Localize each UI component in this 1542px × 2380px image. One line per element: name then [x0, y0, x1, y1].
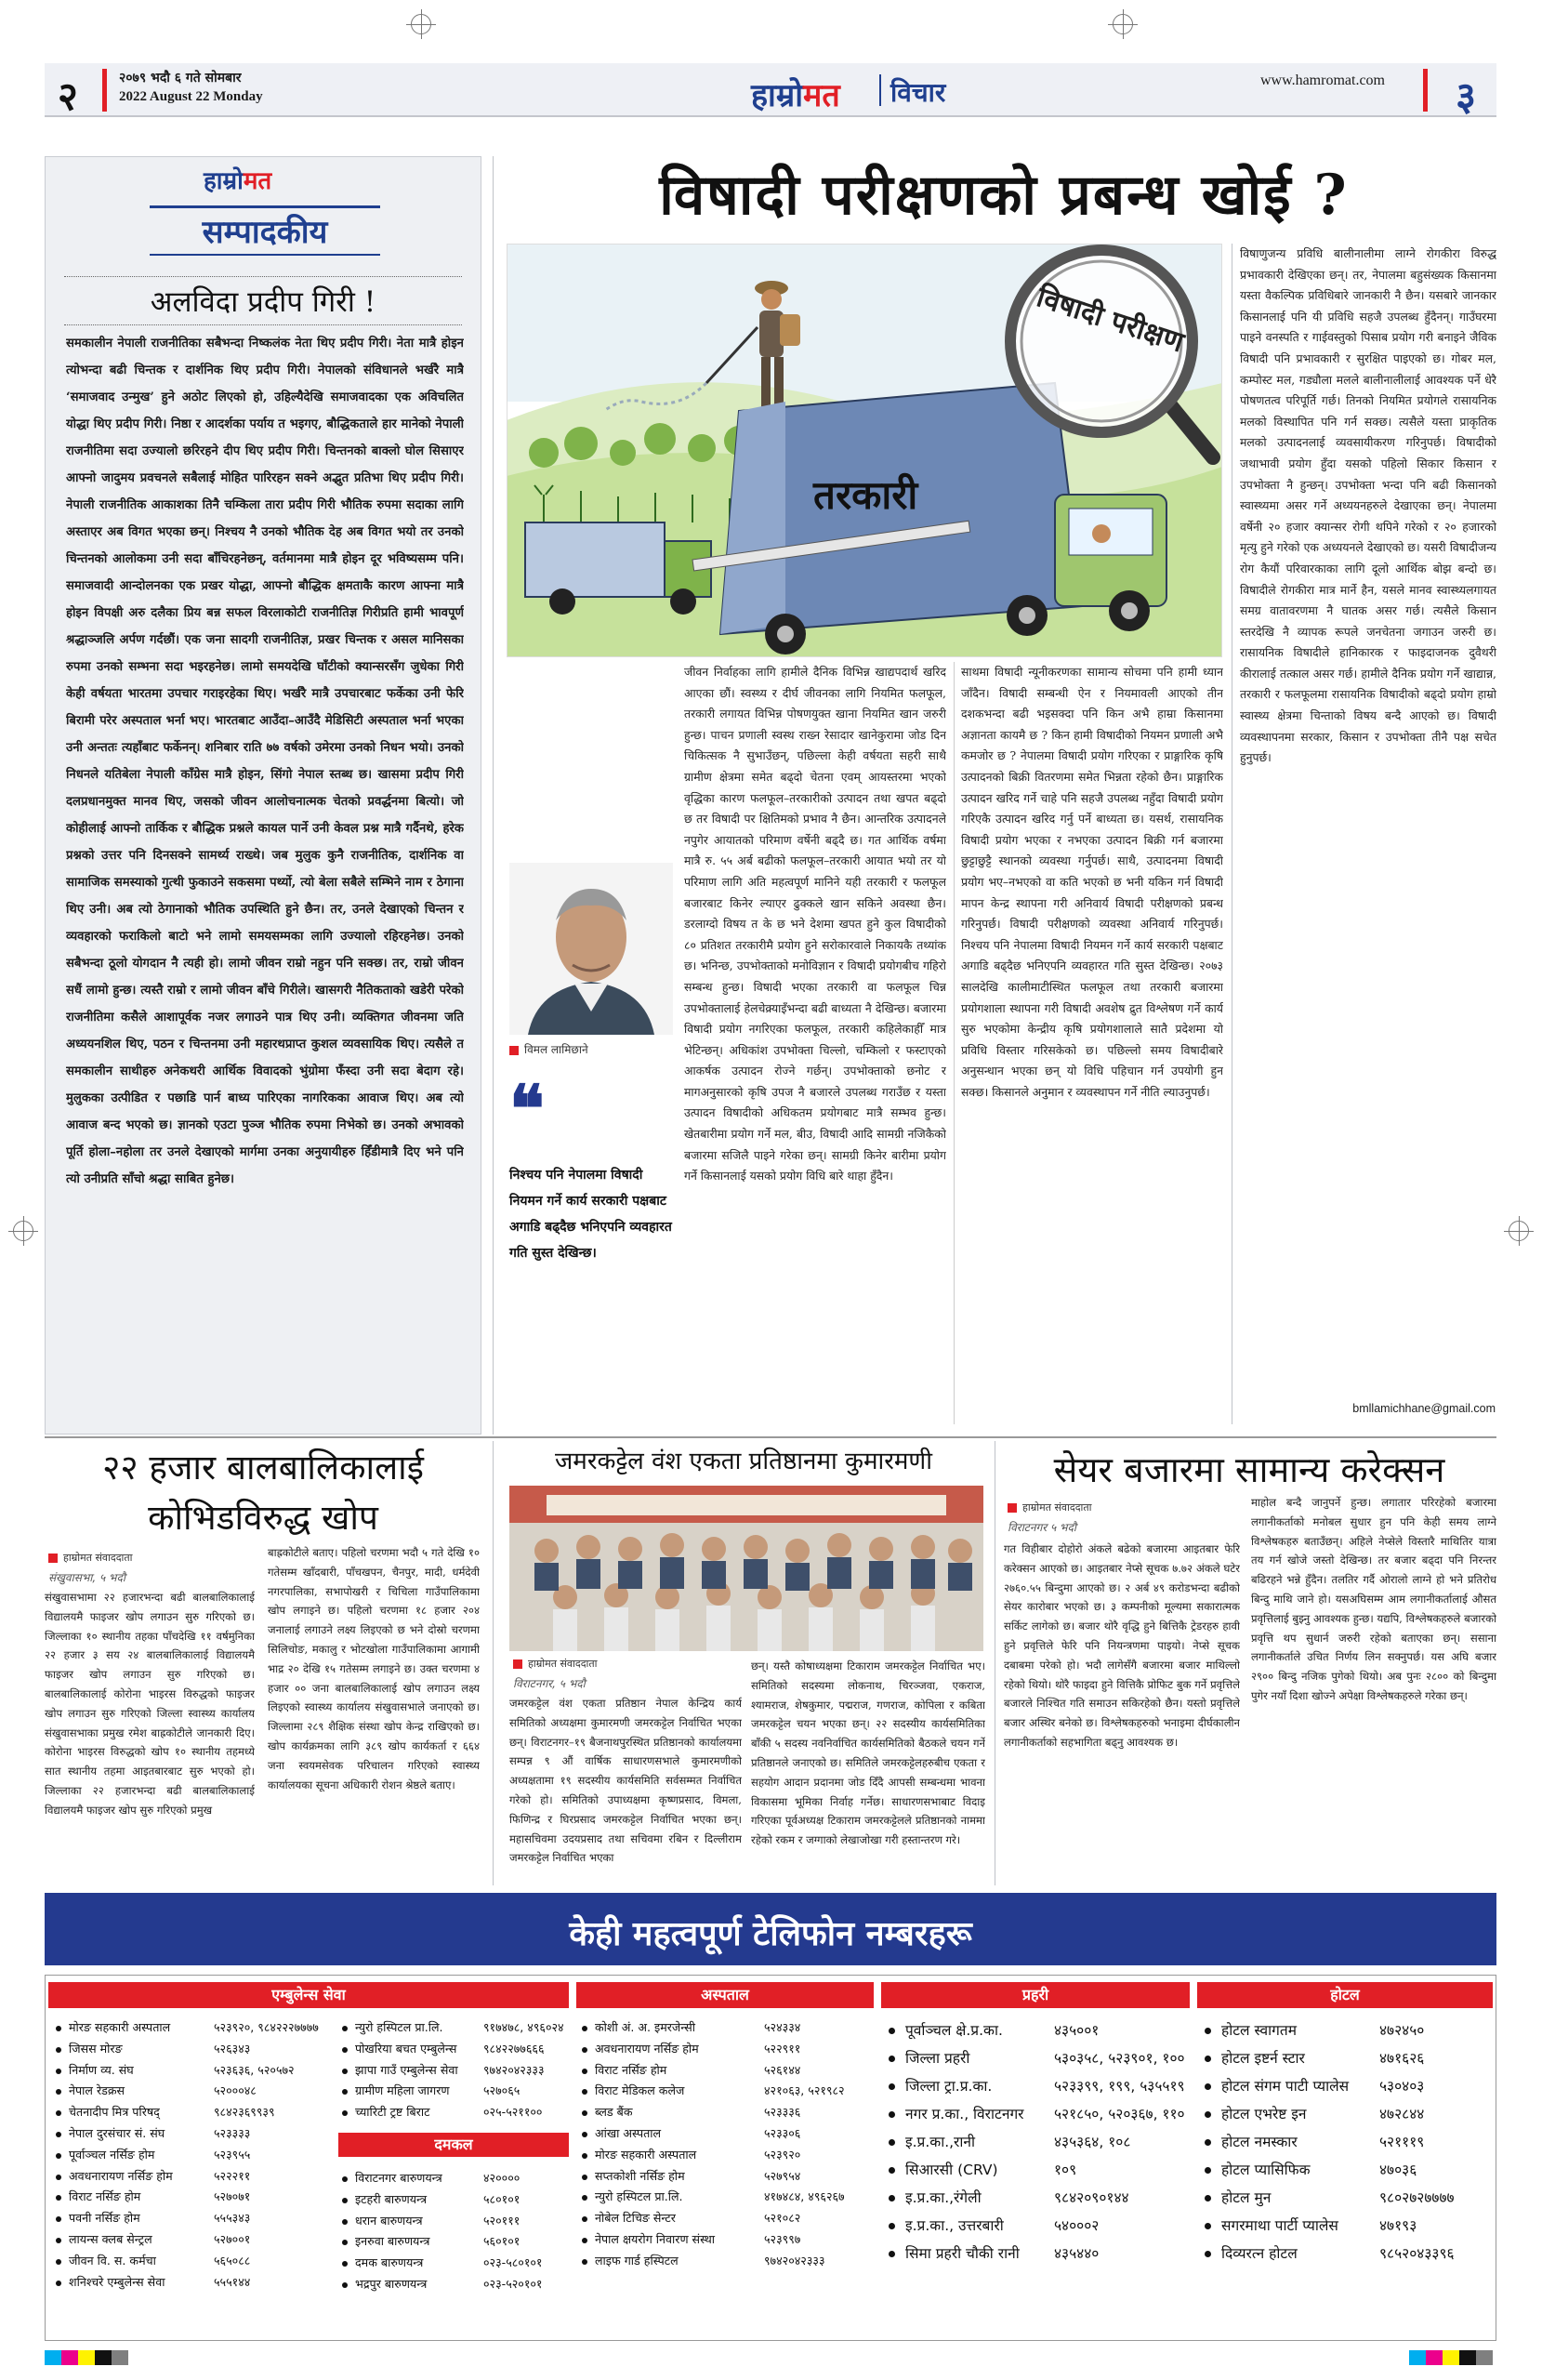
list-item[interactable]: विराट मेडिकल कलेज ४२१०६३, ५२१९८२ [582, 2082, 874, 2104]
list-item[interactable]: होटल इष्टर्न स्टार ४७१६२६ [1205, 2047, 1493, 2075]
share-headline: सेयर बजारमा सामान्य करेक्सन [1053, 1449, 1445, 1490]
vaccine-byline: हाम्रोमत संवाददाता [48, 1551, 133, 1565]
brand-divider [879, 74, 881, 106]
editorial-title: अलविदा प्रदीप गिरी ! [150, 285, 376, 319]
section-label: विचार [890, 77, 946, 108]
list-item[interactable]: होटल संगम पाटी प्यालेस ५३०४०३ [1205, 2075, 1493, 2103]
list-item[interactable]: ग्रामीण महिला जागरण ५२७०६५ [342, 2082, 569, 2104]
author-byline: विमल लामिछाने [509, 1041, 588, 1057]
ambulance-heading: एम्बुलेन्स सेवा [48, 1982, 569, 2008]
list-item[interactable]: विराट नर्सिङ होम ५२६१४४ [582, 2062, 874, 2083]
list-item[interactable]: विराटनगर बारुणयन्त्र ४२०००० [342, 2170, 569, 2191]
list-item[interactable]: पूर्वाञ्चल नर्सिङ होम ५२३९५५ [56, 2147, 335, 2168]
list-item[interactable]: होटल नमस्कार ५२१११९ [1205, 2131, 1493, 2159]
list-item[interactable]: शनिश्चरे एम्बुलेन्स सेवा ५५५१४४ [56, 2274, 335, 2295]
list-item[interactable]: सिमा प्रहरी चौकी रानी ४३५४४० [889, 2242, 1190, 2270]
kumarmani-column-2: छन्। यस्तै कोषाध्यक्षमा टिकाराम जमरकट्टेल निर्वाचित भए। समितिको सदस्यमा लोकनाथ, चिरञ्जवा, एकराज, श्यामराज, शेषकुमार, पद्मराज, गणराज, कोपिला र कबिता जमरकट्टेल चयन भएका छन्। २२ सदस्यीय कार्यसमितिका बाँकी ५ सदस्य नवनिर्वाचित कार्यसमितिको बैठकले चयन गर्ने प्रतिष्ठानले जनाएको छ। समितिले जमरकट्टेलहरुबीच एकता र सहयोग आदान प्रदानमा जोड दिँदै आपसी सम्बन्धमा भावना विकासमा भूमिका निर्वाह गर्नेछ। साधारणसभाबाट विदाइ गरिएका पूर्वअध्यक्ष टिकाराम जमरकट्टेलले प्रतिष्ठानको नाममा रहेको रकम र जग्गाको लेखाजोखा गरी हस्तान्तरण गरे। [751, 1659, 985, 1847]
page-header [45, 63, 1496, 117]
hospital-heading: अस्पताल [576, 1982, 874, 2008]
pull-quote: निश्चय पनि नेपालमा विषादी नियमन गर्ने कार्य सरकारी पक्षबाट अगाडि बढ्दैछ भनिएपनि व्यवहारत गति सुस्त देखिन्छ। [509, 1168, 672, 1261]
list-item[interactable]: इटहरी बारुणयन्त्र ५८०१०१ [342, 2191, 569, 2213]
list-item[interactable]: भद्रपुर बारुणयन्त्र ०२३-५२०१०१ [342, 2276, 569, 2297]
list-item[interactable]: नेपाल दुरसंचार सं. संघ ५२३३३३ [56, 2125, 335, 2147]
list-item[interactable]: इ.प्र.का.,रानी ४३५३६४, १०८ [889, 2131, 1190, 2159]
list-item[interactable]: इनरुवा बारुणयन्त्र ५६०१०१ [342, 2233, 569, 2254]
list-item[interactable]: होटल स्वागतम ४७२४५० [1205, 2019, 1493, 2047]
list-item[interactable]: चेतनादीप मित्र परिषद् ९८४२३६९९३९ [56, 2104, 335, 2125]
list-item[interactable]: पूर्वाञ्चल क्षे.प्र.का. ४३५००१ [889, 2019, 1190, 2047]
article-column-3: विषाणुजन्य प्रविधि बालीनालीमा लाग्ने रोगकीरा विरुद्ध प्रभावकारी देखिएका छन्। तर, नेपालमा बहुसंख्यक किसानमा यस्ता वैकल्पिक प्रविधिबारे जानकारी नै छैन। यसबारे जानकार किसानलाई पनि यी प्रविधि सहजै उपलब्ध हुँदैनन्। गाउँघरमा पाइने वनस्पति र गाईवस्तुको पिसाब प्रयोग गरी बनाइने जैविक विषादी पनि प्रभावकारी र सुरक्षित पाइएको छ। गोबर मल, कम्पोस्ट मल, गड्यौला मलले बालीनालीलाई आवश्यक पर्ने धेरै पोषणतत्व परिपूर्ति गर्छ। तिनको नियमित प्रयोगले रासायनिक मलको विस्थापित पनि गर्न सक्छ। त्यसैले यस्ता प्राकृतिक मलको उत्पादनलाई व्यवसायीकरण गरिनुपर्छ। विषादीको जथाभावी प्रयोग हुँदा यसको पहिलो सिकार किसान र उपभोक्ता नै हुन्छन्। उपभोक्ता भन्दा पनि बढी किसानको स्वास्थ्यमा असर गर्ने अध्ययनहरुले देखाएका छन्। नेपालमा वर्षेनी २० हजार क्यान्सर रोगी थपिने गरेको र २० हजारको मृत्यु हुने गरेको एक अध्ययनले देखाएको छ। यसरी विषादीजन्य रोग कैयौं परिवारकाका लागि दूलो आर्थिक बोझ बन्दो छ। विषादीले रोगकीरा मात्र मार्ने हैन, यसले मानव स्वास्थ्यलगायत समग्र वातावरणमा नै घातक असर गर्छ। त्यसैले किसान स्तरदेखि नै व्यापक रूपले जनचेतना जगाउन जरुरी छ। रासायनिक विषादीले हानिकारक र फाइदाजनक दुवैथरी कीरालाई तत्काल असर गर्छ। हामीले दैनिक प्रयोग गर्ने खाद्यान्न, तरकारी र फलफूलमा रासायनिक विषादीको बढ्दो प्रयोग हाम्रो स्वास्थ्य क्षेत्रमा चिन्ताको विषय बन्दै आएको छ। विषादी व्यवस्थापनमा सरकार, किसान र उपभोक्ता तीनै पक्ष सचेत हुनुपर्छ। [1240, 246, 1496, 765]
vaccine-dateline: संखुवासभा, ५ भदौ [48, 1571, 125, 1584]
editorial-rule [150, 205, 380, 208]
header-divider [102, 69, 107, 112]
fire-heading: दमकल [338, 2133, 569, 2157]
list-item[interactable]: सप्तकोशी नर्सिङ होम ५२७९५४ [582, 2168, 874, 2189]
editorial-label: सम्पादकीय [202, 214, 328, 251]
quote-icon: ❝ [509, 1070, 545, 1147]
police-list [889, 2019, 1190, 2270]
website-link[interactable]: www.hamromat.com [1259, 73, 1385, 88]
list-item[interactable]: पवनी नर्सिङ होम ५५५३४३ [56, 2210, 335, 2231]
list-item[interactable]: इ.प्र.का., उत्तरबारी ५४०००२ [889, 2215, 1190, 2242]
header-divider [1423, 69, 1428, 112]
left-page-number: २ [58, 73, 78, 119]
list-item[interactable]: जिसस मोरङ ५२६३४३ [56, 2041, 335, 2062]
list-item[interactable]: कोशी अं. अ. इमरजेन्सी ५२४३३४ [582, 2019, 874, 2041]
registration-mark [1509, 1221, 1529, 1241]
english-date: 2022 August 22 Monday [119, 89, 263, 104]
vaccine-column-2: बाह्रकोटीले बताए। पहिलो चरणमा भदौ ५ गते देखि १० गतेसम्म खाँदबारी, पाँचखपन, चैनपुर, मादी, धर्मदेवी नगरपालिका, सभापोखरी र चिचिला गाउँपालिकामा खोप लगाइने छ। पहिलो चरणमा १८ हजार २०४ जनालाई लगाउने लक्ष्य लिइएको छ भने दोस्रो चरणमा सिलिचोङ, मकालु र भोटखोला गाउँपालिकामा आगामी भाद्र २० देखि १५ गतेसम्म लगाइने छ। उक्त चरणमा ४ हजार ०० जना बालबालिकालाई खोप लगाउन लक्ष्य लिइएको स्वास्थ्य कार्यालय संखुवासभाले जनाएको छ। जिल्लामा २८९ शैक्षिक संस्था खोप केन्द्र राखिएको छ। खोप कार्यक्रमका लागि ३८९ खोप कार्यकर्ता र ६६४ जना स्वयमसेवक परिचालन गरिएको स्वास्थ्य कार्यालयका सूचना अधिकारी रोशन श्रेष्ठले बताए। [268, 1546, 480, 1792]
registration-mark [13, 1221, 33, 1241]
vaccine-headline: २२ हजार बालबालिकालाई कोभिडविरुद्ध खोप [102, 1448, 424, 1538]
author-photo [509, 863, 673, 1035]
list-item[interactable]: च्यारिटी ट्रष्ट बिराट ०२५-५२११०० [342, 2104, 569, 2125]
list-item[interactable]: झापा गाउँ एम्बुलेन्स सेवा ९७४२०४२३३३ [342, 2062, 569, 2083]
hotel-heading: होटल [1197, 1982, 1493, 2008]
list-item[interactable]: सगरमाथा पार्टी प्यालेस ४७१९३ [1205, 2215, 1493, 2242]
column-rule [493, 1441, 494, 1885]
list-item[interactable]: निर्माण व्य. संघ ५२३६३६, ५२०५७२ [56, 2062, 335, 2083]
list-item[interactable]: लाइफ गार्ड हस्पिटल ९७४२०४२३३३ [582, 2253, 874, 2274]
editorial-logo: हाम्रोमत [204, 167, 272, 195]
editorial-body: समकालीन नेपाली राजनीतिका सबैभन्दा निष्कलंक नेता थिए प्रदीप गिरी। नेता मात्रै होइन त्योभन्दा बढी चिन्तक र दार्शनिक थिए प्रदीप गिरी। नेपालको संविधानले भर्खरै मात्रै ‘समाजवाद उन्मुख’ हुने अठोट लिएको हो, उहिल्यैदेखि समाजवादका एक अविचलित योद्धा थिए प्रदीप गिरी। निष्ठा र आदर्शका पर्याय त भइगए, बौद्धिकताले हार मानेको नेपाली राजनीतिमा सदा उज्यालो छरिरहने दीप थिए प्रदीप गिरी। चिन्तनको बाक्लो घोल सिसाएर आफ्नो जादुमय प्रवचनले सबैलाई मोहित पारिरहन सक्ने अद्भुत प्रतिभा थिए प्रदीप गिरी। नेपाली राजनीतिक आकाशका तिनै चम्किला तारा प्रदीप गिरी भौतिक रुपमा सदाका लागि अस्ताएर अब विगत भएका छन्। निश्चय नै उनको भौतिक देह अब विगत भयो तर उनको चिन्तनको आलोकमा उनी सदा बाँचिरहनेछन्, वर्तमानमा मात्रै होइन दूर भविष्यसम्म पनि। समाजवादी आन्दोलनका एक प्रखर योद्धा, आफ्नो बौद्धिक क्षमताकै कारण आफ्ना मात्रै होइन विपक्षी अरु दलैका प्रिय बन्न सफल विरलाकोटी राजनीतिज्ञ गिरीप्रति हामी भावपूर्ण श्रद्धाञ्जलि अर्पण गर्दछौं। एक जना सादगी राजनीतिज्ञ, प्रखर चिन्तक र असल मानिसका रुपमा उनको सम्भना सदा भइरहनेछ। लामो समयदेखि घाँटीको क्यान्सरसँग जुधेका गिरी केही वर्षयता भारतमा उपचार गराइरहेका थिए। भर्खरै मात्रै उपचारबाट फर्केका उनी फेरि बिरामी परेर अस्पताल भर्ना भए। भारतबाट आउँदा–आउँदै मेडिसिटी अस्पताल भर्ना भएका उनी अन्ततः त्यहाँबाट फर्केनन्। शनिबार राति ७७ वर्षको उमेरमा उनको निधन भयो। उनको निधनले यतिबेला नेपाली काँग्रेस मात्रै होइन, सिंगो नेपाल स्तब्ध छ। खासमा प्रदीप गिरी दलप्रधानमुक्त मानव थिए, जसको जीवन आलोचनात्मक चेतको प्रवर्द्धनमा बित्यो। जो कोहीलाई आफ्नो तार्किक र बौद्धिक प्रश्नले कायल पार्ने उनी केवल प्रश्न मात्रै गर्दैनथे, हरेक प्रश्नको उत्तर पनि दिनसक्ने सामर्थ्य राख्थे। जब मुलुक कुनै राजनीतिक, दार्शनिक वा सामाजिक समस्याको गुत्थी फुकाउने सकसमा पर्थ्यो, त्यो बेला सबैले सम्भिने नाम र ठेगाना थिए उनी। अब त्यो ठेगानाको भौतिक उपस्थिति हुने छैन। तर, उनले देखाएको चिन्तन र व्यवहारको फराकिलो बाटो भने लामो समयसम्मका लागि उज्यालो रहिरहनेछ। उनको सबैभन्दा ठूलो योगदान नै त्यही हो। लामो जीवन राम्रो नहुन पनि सक्छ। तर, राम्रो जीवन सधैं लामो हुन्छ। त्यस्तै राम्रो र लामो जीवन बाँचे गिरीले। खासगरी नैतिकताको खडेरी परेको राजनीतिमा कसैले आशापूर्वक नजर लगाउने पात्र थिए उनी। व्यक्तिगत जीवनमा जति अध्ययनशिल थिए, पठन र चिन्तनमा उनी महारथप्राप्त कुशल व्यवसायिक थिए। त्यसैले त समकालीन साथीहरु अनेकथरी आर्थिक विवादको भुंग्रोमा फँस्दा उनी सदा बेदाग रहे। मुलुकका उत्पीडित र पछाडि पार्न बाध्य पारिएका नागरिकका आवाज थिए। अब त्यो आवाज बन्द भएको छ। ज्ञानको एउटा पुञ्ज भौतिक रुपमा निभेको छ। उनको अभावको पूर्ति होला–नहोला तर उनले देखाएको मार्गमा उनका अनुयायीहरु हिँडीमात्रै दिए भने पनि त्यो उनीप्रति साँचो श्रद्धा साबित हुनेछ। [66, 337, 464, 1186]
list-item[interactable]: होटल प्यासिफिक ४७०३६ [1205, 2159, 1493, 2187]
svg-text:तरकारी: तरकारी [813, 472, 918, 518]
vaccine-column-1: संखुवासभामा २२ हजारभन्दा बढी बालबालिकालाई विद्यालयमै फाइजर खोप लगाउन सुरु गरिएको छ। जिल्लाका १० स्थानीय तहका पाँचदेखि ११ वर्षमुनिका २२ हजार ३ सय २४ बालबालिकालाई विद्यालयमै फाइजर खोप लगाउन सुरु गरिएको छ। बालबालिकालाई कोरोना भाइरस विरुद्धको फाइजर खोप लगाउन सुरु गरिएको जिल्ला स्वास्थ्य कार्यालय संखुवासभाका प्रमुख रमेश बाह्रकोटीले जानकारी दिए। कोरोना भाइरस विरुद्धको खोप १० स्थानीय तहमध्ये सात स्थानीय तहमा आइतबारबाट सुरु भएको हो। जिल्लाका २२ हजारभन्दा बढी बालबालिकालाई विद्यालयमै फाइजर खोप सुरु गरिएको प्रमुख [45, 1591, 255, 1817]
section-rule [45, 1436, 1496, 1438]
group-photo [509, 1486, 983, 1651]
list-item[interactable]: आंखा अस्पताल ५२३३०६ [582, 2125, 874, 2147]
svg-text:विषादी परीक्षण: विषादी परीक्षण [1033, 281, 1188, 360]
list-item[interactable]: ब्लड बैंक ५२३३३६ [582, 2104, 874, 2125]
ambulance-list-2 [342, 2019, 569, 2125]
list-item[interactable]: मोरङ सहकारी अस्पताल ५२३९२०, ९८४२२२७७७७ [56, 2019, 335, 2041]
list-item[interactable]: न्युरो हस्पिटल प्रा.लि. ९१७४७८, ४९६०२४ [342, 2019, 569, 2041]
list-item[interactable]: दमक बारुणयन्त्र ०२३-५८०१०१ [342, 2254, 569, 2276]
list-item[interactable]: जीवन वि. स. कर्मचा ५६५०८८ [56, 2253, 335, 2274]
registration-mark [1113, 14, 1133, 34]
color-bar-right [1409, 2350, 1493, 2365]
list-item[interactable]: धरान बारुणयन्त्र ५२०१११ [342, 2213, 569, 2234]
list-item[interactable]: जिल्ला ट्रा.प्र.का. ५२३३९९, १९९, ५३५५१९ [889, 2075, 1190, 2103]
list-item[interactable]: जिल्ला प्रहरी ५३०३५८, ५२३९०१, १०० [889, 2047, 1190, 2075]
brand-logo[interactable]: हाम्रोमत [751, 77, 840, 114]
list-item[interactable]: नेपाल क्षयरोग निवारण संस्था ५२३९९७ [582, 2231, 874, 2253]
kumarmani-column-1: जमरकट्टेल वंश एकता प्रतिष्ठान नेपाल केन्द्रिय कार्य समितिको अध्यक्षमा कुमारमणी जमरकट्टेल निर्वाचित भएका छन्। विराटनगर–१९ बैजनाथपुरस्थित प्रतिष्ठानको कार्यालयमा सम्पन्न ९ औं वार्षिक साधारणसभाले कुमारमणीको अध्यक्षतामा १९ सदस्यीय कार्यसमिति सर्वसम्मत निर्वाचित गरेको हो। समितिको उपाध्यक्षमा कृष्णप्रसाद, विमला, फिणिन्द्र र घिरप्रसाद जमरकट्टेल निर्वाचित भएका छन्। महासचिवमा उदयप्रसाद तथा सचिवमा रबिन र दिल्लीराम जमरकट्टेल निर्वाचित भएका [509, 1697, 742, 1865]
share-byline: हाम्रोमत संवाददाता [1008, 1501, 1092, 1514]
editorial-rule [150, 254, 380, 256]
dotted-separator [64, 276, 462, 277]
list-item[interactable]: सिआरसी (CRV) १०९ [889, 2159, 1190, 2187]
list-item[interactable]: नोबेल टिचिङ सेन्टर ५२१०८२ [582, 2210, 874, 2231]
article-column-1: जीवन निर्वाहका लागि हामीले दैनिक विभिन्न खाद्यपदार्थ खरिद आएका छौं। स्वस्थ्य र दीर्घ जीवनका लागि नियमित फलफूल, तरकारी लगायत विभिन्न पोषणयुक्त खाना नियमित खान जरुरी हुन्छ। पाचन प्रणाली स्वस्थ राख्न रेसादार खानेकुरामा जोड दिन चिकित्सक नै सुभाउँछन्, पछिल्ला केही वर्षयता सहरी साथै ग्रामीण क्षेत्रमा समेत बढ्दो चेतना एवम् आयस्तरमा भएको वृद्धिका कारण फलफूल–तरकारीको उत्पादन तथा खपत बढ्दो छ तर विषादी पर क्षितिमको प्रभाव नै छैन। आन्तरिक उत्पादनले नपुगेर आयातको परिमाण वर्षेनी बढ्दै छ। गत आर्थिक वर्षमा मात्रै रु. ५५ अर्ब बढीको फलफूल–तरकारी आयात भयो तर यो परिमाण लागि अति महत्वपूर्ण मानिने यही तरकारी र फलफूल बजारबाट किनेर ल्याएर ढुक्कले खान सकिने अवस्था छैन। डरलाग्दो विषय त के छ भने देशमा खपत हुने कुल विषादीको ८० प्रतिशत तरकारीमै प्रयोग हुने सरोकारवाले निकायकै तथ्यांक छ। भनिन्छ, उपभोक्ताको मनोविज्ञान र विषादी प्रयोगबीच गहिरो सम्बन्ध हुन्छ। विषादी भएका तरकारी वा फलफूल चिन्न उपभोक्तालाई हेलचेक्र्याइँभन्दा बढी बाध्यता नै देखिन्छ। बजारमा विषादी प्रयोग नगरिएका फलफूल, तरकारी कहिलेकाहीँ मात्र भेटिन्छन्। अधिकांश उपभोक्ता चिल्लो, चम्किलो र फस्टाएको आकर्षक उत्पादन रोज्ने गर्छन्। उपभोक्ताको छनोट र मागअनुसारको कृषि उपज नै बजारले उपलब्ध गराउँछ र यस्ता उत्पादन विषादीको अधिकतम प्रयोगबाट मात्रै सम्भव हुन्छ। खेतबारीमा प्रयोग गर्ने मल, बीउ, विषादी आदि सामग्री नजिकैको बजारमा सजिलै पाइने गरेका छन्। सामग्री किनेर बारीमा प्रयोग गर्ने किसानलाई यसको प्रयोग विधि बारे थाहा हुँदैन। [684, 665, 946, 1183]
right-page-number: ३ [1456, 73, 1476, 119]
list-item[interactable]: न्युरो हस्पिटल प्रा.लि. ४१७४८४, ४९६२६७ [582, 2188, 874, 2210]
kumarmani-dateline: विराटनगर, ५ भदौ [513, 1677, 586, 1690]
list-item[interactable]: होटल एभरेष्ट इन ४७२८४४ [1205, 2103, 1493, 2131]
list-item[interactable]: नगर प्र.का., विराटनगर ५२१८५०, ५२०३६७, ११० [889, 2103, 1190, 2131]
author-email[interactable]: bmllamichhane@gmail.com [1352, 1402, 1496, 1415]
share-dateline: विराटनगर ५ भदौ [1008, 1521, 1076, 1534]
list-item[interactable]: विराट नर्सिङ होम ५२७०७१ [56, 2188, 335, 2210]
list-item[interactable]: पोखरिया बचत एम्बुलेन्स ९८४२२७७६६६ [342, 2041, 569, 2062]
column-rule [954, 662, 955, 1424]
list-item[interactable]: होटल मुन ९८०२७२७७७७ [1205, 2187, 1493, 2215]
list-item[interactable]: इ.प्र.का.,रंगेली ९८४२०९०१४४ [889, 2187, 1190, 2215]
list-item[interactable]: अवधनारायण नर्सिङ होम ५२२९११ [582, 2041, 874, 2062]
illustration-border [507, 244, 1222, 657]
registration-mark [411, 14, 431, 34]
fire-list [342, 2170, 569, 2297]
list-item[interactable]: नेपाल रेडक्रस ५२०००४८ [56, 2082, 335, 2104]
hotel-list [1205, 2019, 1493, 2270]
telephone-banner [45, 1893, 1496, 1965]
dotted-separator [64, 324, 462, 325]
telephone-title: केही महत्वपूर्ण टेलिफोन नम्बरहरू [569, 1915, 972, 1953]
main-headline: विषादी परीक्षणको प्रबन्ध खोई ? [659, 163, 1349, 228]
list-item[interactable]: दिव्यरत्न होटल ९८५२०४३३९६ [1205, 2242, 1493, 2270]
share-column-1: गत विहीबार दोहोरो अंकले बढेको बजारमा आइतबार फेरि करेक्सन आएको छ। आइतबार नेप्से सूचक ७.७२ अंकले घटेर २७६०.५५ बिन्दुमा आएको छ। २ अर्ब ४९ करोडभन्दा बढीको सेयर कारोबार भएको छ। ३ कम्पनीको मूल्यमा सकारात्मक सर्किट लागेको छ। बजार थोरै वृद्धि हुने बित्तिकै ट्रेडरहरु हावी हुने प्रवृत्तिले फेरि पनि नियन्त्रणमा पाइयो। नेप्से सूचक दबाबमा परेको हो। भदौ लागेसँगै बजारमा बजार माथिल्लो रहेको थियो। थोरै फाइदा हुने वित्तिकै प्रोफिट बुक गर्ने प्रवृत्तिले बजारले निश्चित गति समाउन सकिरहेको छैन। यस्तो प्रवृत्तिले बजार अस्थिर बनेको छ। विश्लेषकहरुको भनाइमा दीर्घकालीन लगानीकर्ताको सहभागिता बढ्नु आवश्यक छ। [1004, 1542, 1240, 1749]
kumarmani-byline: हाम्रोमत संवाददाता [513, 1657, 598, 1671]
column-rule [493, 156, 494, 1435]
police-heading: प्रहरी [881, 1982, 1190, 2008]
list-item[interactable]: अवधनारायण नर्सिङ होम ५२२२११ [56, 2168, 335, 2189]
article-column-2: साथमा विषादी न्यूनीकरणका सामान्य सोचमा पनि हामी ध्यान जाँदैन। विषादी सम्बन्धी ऐन र नियमावली आएको तीन दशकभन्दा बढी भइसक्दा पनि किन अभै हाम्रा किसानमा अज्ञानता कायमै छ ? किन हामी विषादीको नियमन प्रणाली अभै कमजोर छ ? नेपालमा विषादी प्रयोग गरिएका र प्राङ्गारिक कृषि उत्पादनको बिक्री वितरणमा समेत भिन्नता रहेको छैन। प्राङ्गारिक उत्पादन खरिद गर्ने चाहे पनि सहजै उपलब्ध नहुँदा विषादी प्रयोग गरिएकै उत्पादन खरिद गर्नु पर्ने बाध्यता छ। यसर्थ, रासायनिक विषादी प्रयोग भएका र नभएका उत्पादन बिक्री गर्न बजारमा छुट्टाछुट्टै स्थानको व्यवस्था गर्नुपर्छ। साथै, उत्पादनमा विषादी प्रयोग भए–नभएको वा कति भएको छ भनी यकिन गर्न विषादी मापन केन्द्र स्थापना गरी अनिवार्य विषादी परीक्षणको प्रबन्ध गरिनुपर्छ। विषादी परीक्षणको व्यवस्था अनिवार्य गरिनुपर्छ। निश्चय पनि नेपालमा विषादी नियमन गर्ने कार्य सरकारी पक्षबाट अगाडि बढ्दैछ भनिएपनि व्यवहारत गति सुस्त देखिन्छ। २०७३ सालदेखि कालीमाटीस्थित फलफूल तथा तरकारी बजारमा प्रयोगशाला स्थापना गरी विषादी अवशेष द्रुत विश्लेषण गर्ने कार्य सुरु भएकोमा केन्द्रीय कृषि प्रयोगशालाले सातै प्रदेशमा यो प्रविधि विस्तार गरिसकेको छ। पछिल्लो समय विषादीबारे अनुसन्धान भएका छन् यो विधि पहिचान गर्न उपयोगी हुन सक्छ। किसानले अनुमान र व्यवस्थापन गर्ने नीति ल्याउनुपर्छ। [961, 665, 1223, 1099]
hospital-list [582, 2019, 874, 2274]
list-item[interactable]: मोरङ सहकारी अस्पताल ५२३९२० [582, 2147, 874, 2168]
color-bar-left [45, 2350, 128, 2365]
kumarmani-headline: जमरकट्टेल वंश एकता प्रतिष्ठानमा कुमारमणी [555, 1448, 932, 1475]
editorial-box [45, 156, 481, 1435]
nepali-date: २०७९ भदौ ६ गते सोमबार [119, 71, 242, 86]
share-column-2: माहोल बन्दै जानुपर्ने हुन्छ। लगातार परिरहेको बजारमा लगानीकर्ताको मनोबल सुधार हुन पनि केही समय लाग्ने विश्लेषकहरु बताउँछन्। अहिले नेप्सेले विस्तारै माथितिर यात्रा तय गर्न खोजे जस्तो देखिन्छ। तर बजार बढ्दा पनि निरन्तर बढिरहने भन्ने हुँदैन। तलतिर गर्दै ओरालो लाग्ने हो भने प्रतिरोध बिन्दु माथि जाने हो। यसअघिसम्म आम लगानीकर्तालाई औसत प्रवृत्तिलाई बुझ्नु आवश्यक हुन्छ। यद्यपि, विश्लेषकहरुले बजारको प्रवृत्ति थप सुधार्न जरुरी रहेको बताएका छन्। ससाना लगानीकर्ताले उचित निर्णय लिन सक्नुपर्छ। यस अघि बजार २९०० बिन्दु नजिक पुगेको थियो। अब पुनः २८०० को बिन्दुमा पुगेर नयाँ दिशा खोज्ने अपेक्षा विश्लेषकहरुले गरेका छन्। [1251, 1496, 1496, 1702]
ambulance-list [56, 2019, 335, 2294]
list-item[interactable]: लायन्स क्लब सेन्ट्रल ५२७००१ [56, 2231, 335, 2253]
